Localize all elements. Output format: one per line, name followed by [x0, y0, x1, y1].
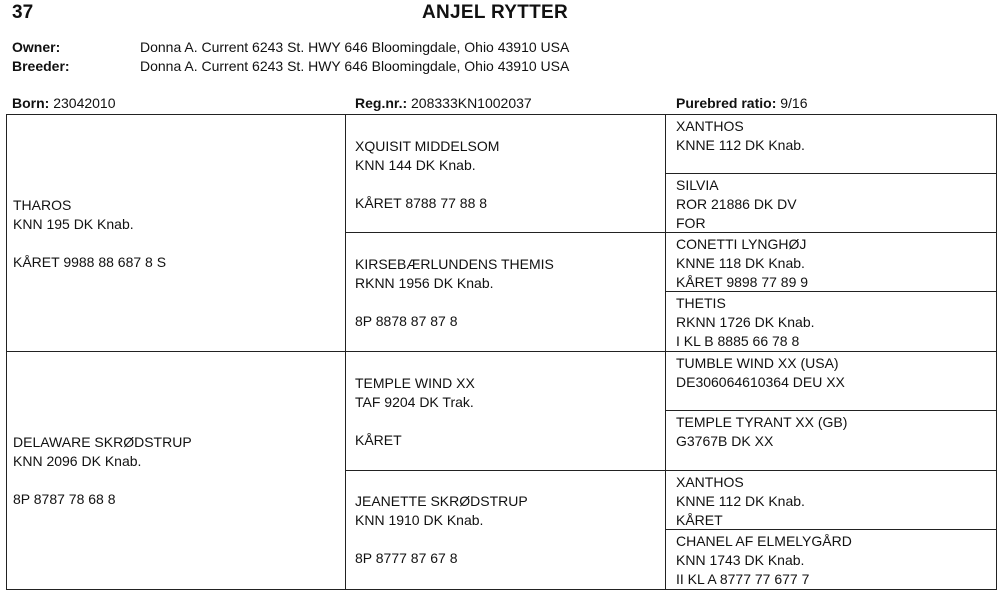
- ggp-cell-6: [676, 413, 847, 451]
- reg-label: Reg.nr.:: [355, 95, 408, 111]
- ggp-name: TEMPLE TYRANT XX (GB): [676, 414, 848, 430]
- ggp-name: XANTHOS: [676, 118, 744, 134]
- dam-dam-name: JEANETTE SKRØDSTRUP: [355, 493, 528, 509]
- sire-dam-cell: [355, 255, 554, 331]
- breeder-value: Donna A. Current 6243 St. HWY 646 Bloomingdale, Ohio 43910 USA: [140, 58, 570, 74]
- ggp-reg: KNNE 118 DK Knab.: [676, 255, 805, 271]
- ggp-cell-5: [676, 354, 845, 392]
- ggp-cell-1: [676, 117, 805, 155]
- ggp-cell-4: [676, 294, 815, 351]
- ggp-cell-3: [676, 235, 808, 292]
- dam-sire-note: KÅRET: [355, 432, 402, 448]
- ggp-cell-8: [676, 532, 852, 589]
- ggp-reg: DE306064610364 DEU XX: [676, 374, 845, 390]
- grid-line: [665, 173, 996, 174]
- ggp-note: II KL A 8777 77 677 7: [676, 571, 810, 587]
- owner-row: [12, 39, 569, 55]
- sire-reg: KNN 195 DK Knab.: [13, 216, 134, 232]
- grid-line: [6, 351, 996, 352]
- dam-dam-note: 8P 8777 87 67 8: [355, 550, 458, 566]
- horse-title: ANJEL RYTTER: [421, 2, 569, 23]
- ggp-note: KÅRET: [676, 512, 723, 528]
- owner-value: Donna A. Current 6243 St. HWY 646 Bloomingdale, Ohio 43910 USA: [140, 39, 570, 55]
- ggp-name: CHANEL AF ELMELYGÅRD: [676, 533, 852, 549]
- sire-dam-reg: RKNN 1956 DK Knab.: [355, 275, 494, 291]
- ggp-name: CONETTI LYNGHØJ: [676, 236, 807, 252]
- dam-sire-reg: TAF 9204 DK Trak.: [355, 394, 474, 410]
- ggp-name: THETIS: [676, 295, 726, 311]
- dam-name: DELAWARE SKRØDSTRUP: [13, 434, 192, 450]
- ggp-name: SILVIA: [676, 177, 719, 193]
- breeder-label: Breeder:: [12, 58, 70, 74]
- ggp-name: XANTHOS: [676, 474, 744, 490]
- reg-field: [355, 95, 532, 111]
- born-label: Born:: [12, 95, 50, 111]
- purebred-label: Purebred ratio:: [676, 95, 777, 111]
- ggp-cell-2: [676, 176, 797, 233]
- sire-sire-cell: [355, 137, 499, 213]
- purebred-field: [676, 95, 808, 111]
- dam-cell: [13, 433, 192, 509]
- dam-reg: KNN 2096 DK Knab.: [13, 453, 142, 469]
- ggp-name: TUMBLE WIND XX (USA): [676, 355, 839, 371]
- sire-cell: [13, 196, 166, 272]
- grid-line: [6, 114, 7, 590]
- reg-value: 208333KN1002037: [411, 95, 532, 111]
- dam-dam-cell: [355, 492, 528, 568]
- sire-dam-note: 8P 8878 87 87 8: [355, 313, 458, 329]
- grid-line: [996, 114, 997, 590]
- born-value: 23042010: [53, 95, 116, 111]
- grid-line: [6, 589, 996, 590]
- ggp-reg: KNNE 112 DK Knab.: [676, 137, 805, 153]
- ggp-reg: KNNE 112 DK Knab.: [676, 493, 805, 509]
- sire-dam-name: KIRSEBÆRLUNDENS THEMIS: [355, 256, 554, 272]
- sire-sire-reg: KNN 144 DK Knab.: [355, 157, 476, 173]
- ggp-note: KÅRET 9898 77 89 9: [676, 274, 809, 290]
- ggp-reg: RKNN 1726 DK Knab.: [676, 314, 815, 330]
- ggp-note: I KL B 8885 66 78 8: [676, 333, 800, 349]
- grid-line: [345, 232, 996, 233]
- grid-line: [665, 410, 996, 411]
- sire-note: KÅRET 9988 88 687 8 S: [13, 254, 167, 270]
- breeder-row: [12, 58, 569, 74]
- grid-line: [6, 114, 996, 115]
- grid-line: [345, 114, 346, 590]
- grid-line: [345, 470, 996, 471]
- born-field: [12, 95, 116, 111]
- sire-name: THAROS: [13, 197, 72, 213]
- dam-note: 8P 8787 78 68 8: [13, 491, 116, 507]
- purebred-value: 9/16: [780, 95, 808, 111]
- ggp-reg: KNN 1743 DK Knab.: [676, 552, 805, 568]
- ggp-note: FOR: [676, 215, 706, 231]
- ggp-reg: ROR 21886 DK DV: [676, 196, 797, 212]
- ggp-reg: G3767B DK XX: [676, 433, 774, 449]
- sire-sire-name: XQUISIT MIDDELSOM: [355, 138, 500, 154]
- grid-line: [665, 114, 666, 590]
- ggp-cell-7: [676, 473, 805, 530]
- dam-sire-cell: [355, 374, 475, 450]
- owner-label: Owner:: [12, 39, 61, 55]
- dam-dam-reg: KNN 1910 DK Knab.: [355, 512, 484, 528]
- sire-sire-note: KÅRET 8788 77 88 8: [355, 195, 488, 211]
- dam-sire-name: TEMPLE WIND XX: [355, 375, 475, 391]
- catalog-number: 37: [12, 2, 34, 23]
